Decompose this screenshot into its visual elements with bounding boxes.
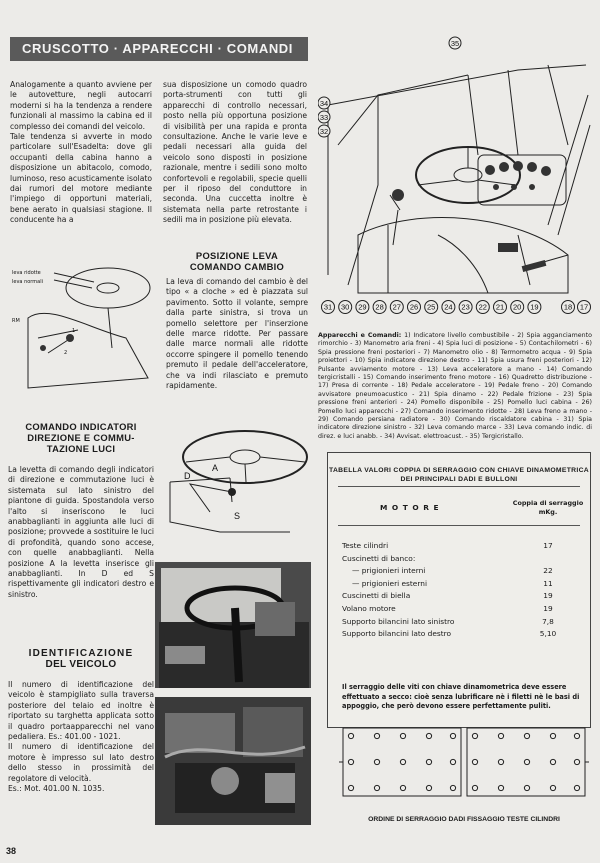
label-leva-ridotte: leva ridotte [12,270,41,276]
callout-bottom-27: 27 [392,302,401,312]
table-row-label: Teste cilindri [342,541,389,550]
callout-bottom-22: 22 [478,302,487,312]
table-row-label: Supporto bilancini lato sinistro [342,616,455,626]
table-row-value: 17 [543,541,553,550]
page-number: 38 [6,846,17,856]
bolt-hole [426,733,431,738]
callout-top: 35 [450,39,460,48]
steering-wheel-drawing [160,422,310,540]
callout-bottom-24: 24 [444,302,453,312]
table-col-unit: mKg. [538,508,558,516]
label-d: D [184,471,191,481]
table-row-value: 5,10 [539,629,557,639]
table-row-label: Volano motore [342,604,396,613]
identificazione-heading-2: DEL VEICOLO [45,659,117,670]
callout-bottom-21: 21 [495,302,505,312]
intro-paragraph-1: Analogamente a quanto avviene per le autovetture, negli autocarri moderni si ha la tendenza a rendere funzionali al massimo la cabina ed il complesso dei comandi del veicolo. [10,80,152,131]
callout-bottom-19: 19 [530,302,539,312]
bolt-hole [498,759,503,764]
callout-bottom-31: 31 [323,302,333,312]
identificazione-paragraph-2: Il numero di identificazione del motore è impresso sul lato destro dello stesso in prossimità del regolatore di velocità. [8,742,154,783]
callout-right-17: 17 [579,302,589,312]
apparecchi-text: 1) Indicatore livello combustibile - 2) Spia agganciamento rimorchio - 3) Manometro aria freni - 4) Spia luci di posizione - 5) Contachilometri - 6) Spia pressione freni posteriori - 7) Manometro olio - 8) Termometro acqua - 9) Spia proiettori - 10) Spia indicatore direzione destro - 11) Spia usura freni posteriori - 12) Pulsante avviamento motore - 13) Leva acceleratore a mano - 14) Comando tergicristalli - 15) Comando inserimento freno motore - 16) Quadretto distribuzione - 17) Presa di corrente - 18) Pedale acceleratore - 19) Pedale freno - 20) Comando avvisatore pneumoacustico - 21) Spia dinamo - 22) Pedale frizione - 23) Spia pressione freni anteriori - 24) Pomello disponibile - 25) Pomello luci cabina - 26) Pomello luci apparecchi - 27) Comando inserimento ridotte - 28) Leva freno a mano - 29) Comando persiana radiatore - 30) Comando riscaldatore cabina - 31) Spia indicatore direzione sinistro - 32) Leva comando marce - 33) Leva comando indic. di direz. e luci anabb. - 34) Avvisat. elettroacust. - 35) Tergicristallo. [318,332,592,440]
bolt-hole [348,733,353,738]
bolt-hole [450,785,455,790]
torque-table-box [327,452,591,728]
table-row-value: 7,8 [542,616,554,626]
cabin-interior-photo [155,562,311,688]
indicatori-heading-2: DIREZIONE E COMMU- [27,432,135,443]
table-col-motore: M O T O R E [380,503,440,512]
bolt-hole [400,759,405,764]
indicatori-heading-3: TAZIONE LUCI [46,443,116,454]
leva-cambio-heading-1: POSIZIONE LEVA [195,250,279,261]
apparecchi-label: Apparecchi e Comandi: [318,332,402,339]
callout-right-18: 18 [563,302,573,312]
bolt-hole [374,733,379,738]
section-title-banner [10,37,308,61]
table-title-2: DEI PRINCIPALI DADI E BULLONI [400,476,518,483]
callout-bottom-23: 23 [461,302,470,312]
bolt-hole [450,759,455,764]
leva-cambio-section [166,250,308,391]
label-1: 1 [72,328,76,334]
indicatori-heading-1: COMANDO INDICATORI [25,421,137,432]
leva-cambio-heading-2: COMANDO CAMBIO [189,261,285,272]
callout-bottom-20: 20 [513,302,522,312]
bolt-hole [550,785,555,790]
bolt-hole [400,785,405,790]
bolt-hole [524,785,529,790]
callout-left-32: 32 [319,127,329,136]
callout-left-33: 33 [319,113,329,122]
bolt-hole [374,759,379,764]
bolt-hole [450,733,455,738]
callout-bottom-26: 26 [409,302,419,312]
table-row-label: — prigionieri esterni [352,578,428,588]
table-col-coppia: Coppia di serraggio [512,499,584,507]
bolt-hole [426,759,431,764]
table-row-value: 19 [543,591,553,601]
label-leva-normali: leva normali [12,279,43,285]
table-row-value: 22 [543,566,553,576]
table-row-value: 11 [543,578,553,588]
bolt-hole [400,733,405,738]
table-row-label: Cuscinetti di banco: [342,553,416,563]
table-rule-top [338,486,580,487]
label-s: S [234,511,241,521]
identificazione-section [8,648,154,794]
indicatori-section [8,421,154,600]
bolt-hole [550,733,555,738]
gear-lever-drawing [8,258,156,398]
table-title-1: TABELLA VALORI COPPIA DI SERRAGGIO CON CHIAVE DINAMOMETRICA [329,467,589,474]
intro-paragraph-3: sua disposizione un comodo quadro porta-strumenti con tutti gli apparecchi di controllo necessari, posto nella più opportuna posizione di visibilità per una rapida e pronta consultazione. Anche le varie leve e pedali necessari alla guida del veicolo sono disposti in posizione razionale, mentre i sedili sono molto confortevoli e regolabili, specie quelli per il riposo del conduttore in seconda. Una cuccetta inoltre è sistemata nella parte retrostante i sedili ma in posizione più elevata. [163,80,307,225]
identificazione-paragraph-1: Il numero di identificazione del veicolo è stampigliato sulla traversa posteriore del telaio ed inoltre è riportato su targhetta applicata sotto il quadro portaapparecchi nel vano pedaliera. Es.: 401.00 - 1021. [8,680,154,742]
callout-bottom-29: 29 [358,302,367,312]
intro-paragraph-2: Tale tendenza si avverte in modo particolare sull'Esadelta: dove gli occupanti della cabina hanno a disposizione un abitacolo, comodo, luminoso, reso acusticamente isolato dai rumori del motore mediante l'impiego di opportuni materiali, bene aerato in qualsiasi stagione. Il conducente ha a [10,132,152,225]
bolt-hole [348,785,353,790]
label-a: A [212,463,219,473]
apparecchi-caption [318,332,592,441]
table-rule-mid [338,525,580,526]
callout-bottom-28: 28 [375,302,384,312]
label-2: 2 [64,350,68,356]
bolt-hole [426,785,431,790]
bolt-hole [550,759,555,764]
callout-bottom-25: 25 [427,302,436,312]
intro-column-left [10,80,152,226]
engine-photo [155,697,311,825]
table-row-label: — prigionieri interni [352,566,426,576]
leva-cambio-text: La leva di comando del cambio è del tipo « a cloche » ed è piazzata sul pavimento. Sotto il volante, sempre dalla parte sinistra, si trova un pomello selettore per l'inserzione delle marce ridotte. Per passare dalle marce normali alle ridotte occorre spingere il pomello tenendo premuto il pedale dell'acceleratore, che va indi rilasciato e premuto rapidamente. [166,277,308,391]
bolt-hole [574,785,579,790]
indicatori-text: La levetta di comando degli indicatori di direzione e commutazione luci è sistemata sul lato sinistro del piantone di guida. Spostandola verso l'alto si inseriscono le luci anabbaglianti in aggiunta alle luci di posizione; provvede a sostituire le luci di profondità, quando sono accese, con quelle anabbaglianti. Nella posizione A la levetta inserisce gli anabbaglianti. In D ed S rispettivamente gli indicatori destro e sinistro. [8,465,154,599]
bolt-hole [348,759,353,764]
bolt-hole [574,733,579,738]
section-title: CRUSCOTTO · APPARECCHI · COMANDI [22,41,294,56]
bolt-hole [498,733,503,738]
intro-column-right [163,80,307,226]
table-row-label: Supporto bilancini lato destro [342,629,452,639]
label-rm: RM [12,318,20,324]
bolt-hole [472,733,477,738]
bolt-order-drawing [337,718,591,810]
bolt-hole [374,785,379,790]
dashboard-cabin-drawing [318,35,592,317]
identificazione-heading-1: IDENTIFICAZIONE [28,648,134,659]
bolt-hole [472,785,477,790]
callout-bottom-30: 30 [341,302,350,312]
bolt-hole [524,759,529,764]
bolt-hole [498,785,503,790]
bolt-hole [574,759,579,764]
table-row-label: Cuscinetti di biella [342,591,411,601]
identificazione-paragraph-3: Es.: Mot. 401.00 N. 1035. [8,784,105,794]
table-row-value: 19 [543,604,553,613]
callout-left-34: 34 [319,99,329,108]
bolt-order-caption: ORDINE DI SERRAGGIO DADI FISSAGGIO TESTE CILINDRI [368,816,560,823]
bolt-hole [472,759,477,764]
bolt-hole [524,733,529,738]
table-note: Il serraggio delle viti con chiave dinamometrica deve essere effettuato a secco: cioè senza lubrificare nè i filetti nè le basi di appoggio, che però devono essere perfettamente puliti. [342,683,580,710]
